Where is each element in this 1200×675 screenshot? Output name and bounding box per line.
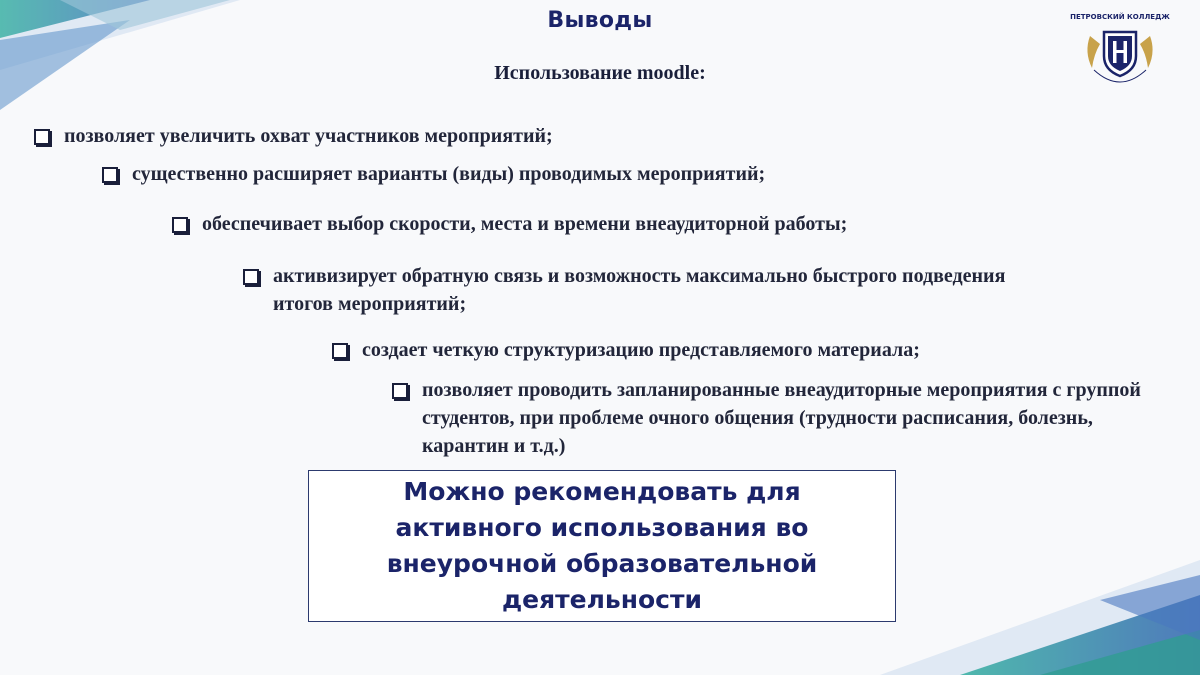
slide-title: Выводы: [547, 8, 653, 33]
bullet-item-2: [102, 160, 765, 188]
bullet-item-3: [172, 210, 847, 238]
college-crest-icon: [1070, 10, 1170, 94]
bullet-item-4: [243, 262, 1073, 318]
checkbox-bullet-icon: [243, 269, 259, 285]
logo-text: ПЕТРОВСКИЙ КОЛЛЕДЖ: [1070, 13, 1170, 21]
checkbox-bullet-icon: [34, 129, 50, 145]
slide-subtitle: Использование moodle:: [494, 62, 706, 84]
bullet-text: позволяет проводить запланированные внеаудиторные мероприятия с группой студентов, при проблеме очного общения (трудности расписания, болезнь, карантин и т.д.): [422, 379, 1141, 457]
recommendation-callout: [308, 470, 896, 622]
bullet-item-1: [34, 122, 553, 150]
bullet-text: создает четкую структуризацию представляемого материала;: [362, 339, 920, 361]
checkbox-bullet-icon: [392, 383, 408, 399]
checkbox-bullet-icon: [102, 167, 118, 183]
bullet-text: позволяет увеличить охват участников мероприятий;: [64, 125, 553, 147]
bullet-text: активизирует обратную связь и возможность максимально быстрого подведения итогов мероприятий;: [273, 265, 1006, 315]
checkbox-bullet-icon: [332, 343, 348, 359]
bullet-text: обеспечивает выбор скорости, места и времени внеаудиторной работы;: [202, 213, 848, 235]
svg-text:ПЕТРОВСКИЙ КОЛЛЕДЖ: [1070, 12, 1170, 21]
bullet-item-6: [392, 376, 1172, 460]
checkbox-bullet-icon: [172, 217, 188, 233]
bullet-text: существенно расширяет варианты (виды) проводимых мероприятий;: [132, 163, 766, 185]
callout-text: Можно рекомендовать для активного использования во внеурочной образовательной деятельности: [386, 477, 818, 614]
bullet-item-5: [332, 336, 920, 364]
